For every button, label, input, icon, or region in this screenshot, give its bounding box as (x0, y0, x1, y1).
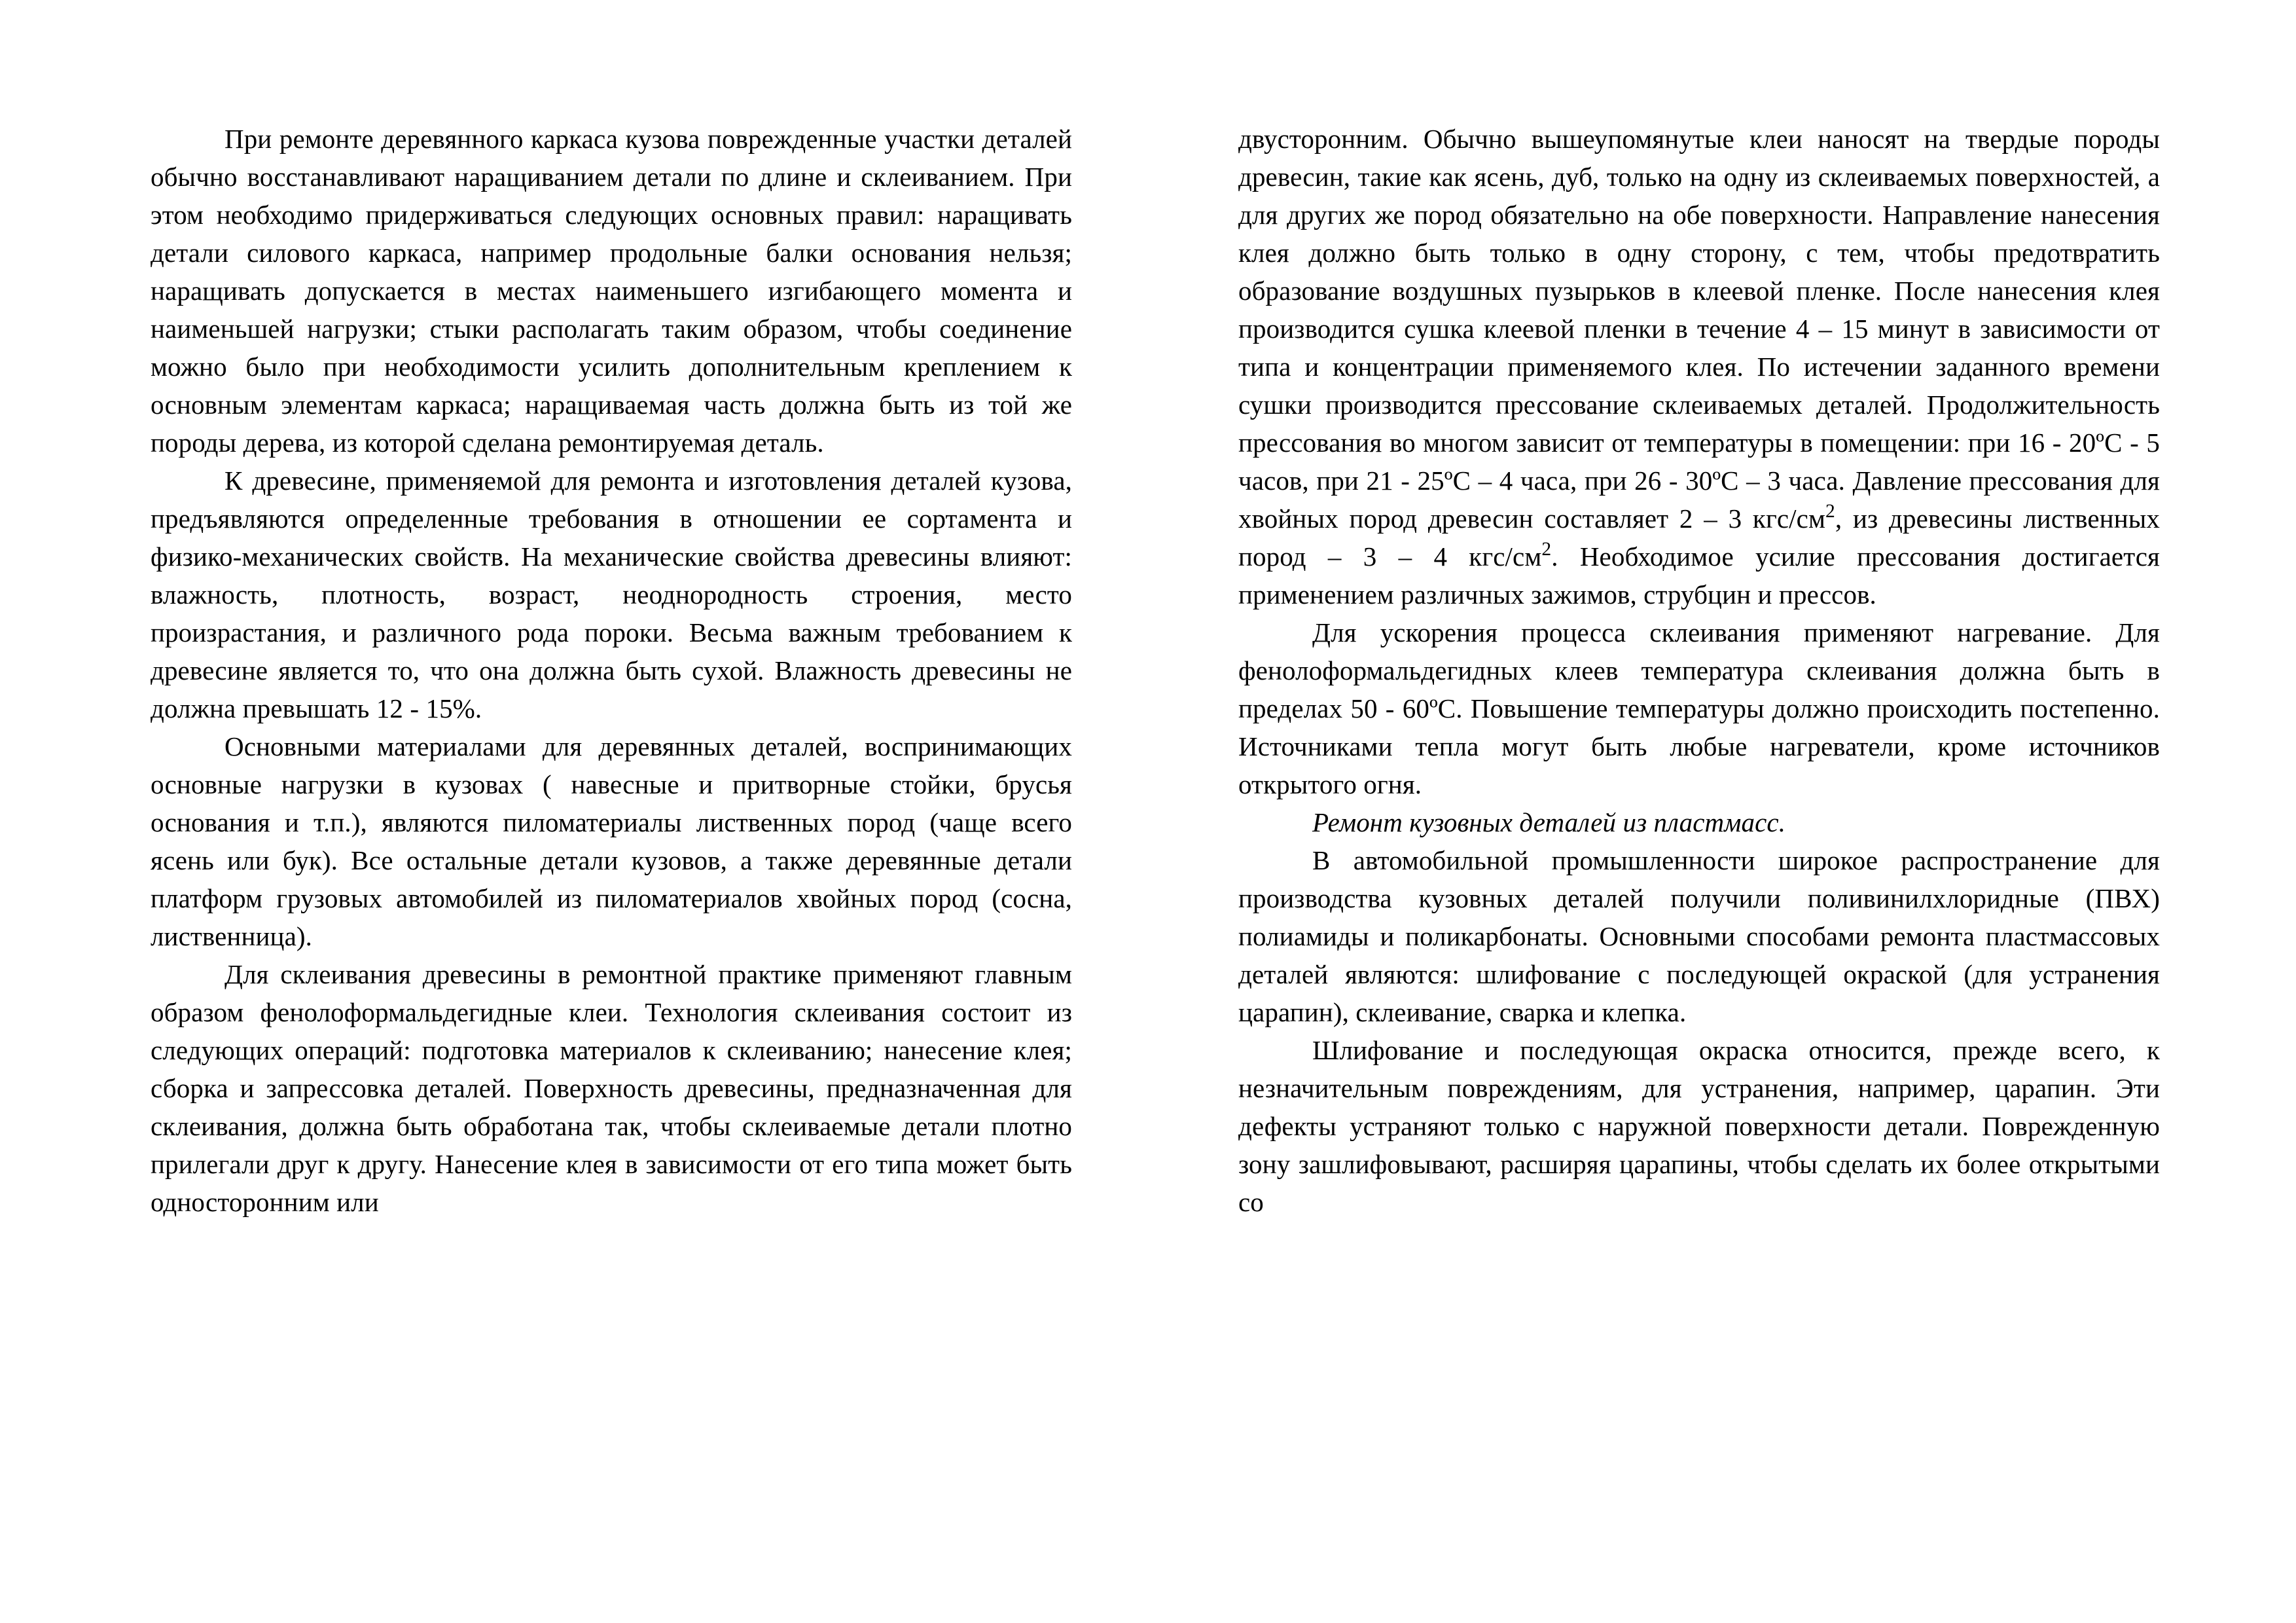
text-column-left (151, 120, 1072, 1221)
text-run: В автомобильной промышленности широкое распространение для производства кузовных деталей получили поливинилхлоридные (ПВХ) полиамиды и поликарбонаты. Основными способами ремонта пластмассовых деталей являются: шлифование с последующей окраской (для устранения царапин), склеивание, сварка и клепка. (1238, 845, 2160, 1027)
text-run: При ремонте деревянного каркаса кузова поврежденные участки деталей обычно восстанавливают наращиванием детали по длине и склеиванием. При этом необходимо придерживаться следующих основных правил: наращивать детали силового каркаса, например продольные балки основания нельзя; наращивать допускается в местах наименьшего изгибающего момента и наименьшей нагрузки; стыки располагать таким образом, чтобы соединение можно было при необходимости усилить дополнительным креплением к основным элементам каркаса; наращиваемая часть должна быть из той же породы дерева, из которой сделана ремонтируемая деталь. (151, 124, 1072, 458)
text-run: К древесине, применяемой для ремонта и изготовления деталей кузова, предъявляются определенные требования в отношении ее сортамента и физико-механических свойств. На механические свойства древесины влияют: влажность, плотность, возраст, неоднородность строения, место произрастания, и различного рода пороки. Весьма важным требованием к древесине является то, что она должна быть сухой. Влажность древесины не должна превышать 12 - 15%. (151, 465, 1072, 723)
paragraph (1238, 1031, 2160, 1221)
text-run: Для склеивания древесины в ремонтной практике применяют главным образом фенолоформальдегидные клеи. Технология склеивания состоит из следующих операций: подготовка материалов к склеиванию; нанесение клея; сборка и запрессовка деталей. Поверхность древесины, предназначенная для склеивания, должна быть обработана так, чтобы склеиваемые детали плотно прилегали друг к другу. Нанесение клея в зависимости от его типа может быть односторонним или (151, 959, 1072, 1217)
paragraph (151, 120, 1072, 462)
superscript-text: 2 (1541, 538, 1552, 560)
paragraph (1238, 120, 2160, 613)
paragraph (151, 462, 1072, 727)
text-run: Ремонт кузовных деталей из пластмасс. (1312, 807, 1786, 837)
text-run: двусторонним. Обычно вышеупомянутые клеи наносят на твердые породы древесин, такие как ясень, дуб, только на одну из склеиваемых поверхностей, а для других же пород обязательно на обе поверхности. Направление нанесения клея должно быть только в одну сторону, с тем, чтобы предотвратить образование воздушных пузырьков в клеевой пленке. После нанесения клея производится сушка клеевой пленки в течение 4 – 15 минут в зависимости от типа и концентрации применяемого клея. По истечении заданного времени сушки производится прессование склеиваемых деталей. Продолжительность прессования во многом зависит от температуры в помещении: при 16 - 20ºС - 5 часов, при 21 - 25ºС – 4 часа, при 26 - 30ºС – 3 часа. Давление прессования для хвойных пород древесин составляет 2 – 3 кгс/см (1238, 124, 2160, 534)
text-run: Шлифование и последующая окраска относится, прежде всего, к незначительным повреждениям, для устранения, например, царапин. Эти дефекты устраняют только с наружной поверхности детали. Поврежденную зону зашлифовывают, расширяя царапины, чтобы сделать их более открытыми со (1238, 1035, 2160, 1217)
paragraph (1238, 613, 2160, 803)
paragraph (1238, 841, 2160, 1031)
section-heading (1238, 803, 2160, 841)
text-run: . Необходимое усилие прессования достигается применением различных зажимов, струбцин и прессов. (1238, 541, 2160, 610)
text-run: , из древесины лиственных пород – 3 – 4 кгс/см (1238, 503, 2160, 572)
text-column-right (1238, 120, 2160, 1221)
paragraph (151, 955, 1072, 1221)
superscript-text: 2 (1825, 500, 1835, 522)
paragraph (151, 727, 1072, 955)
text-run: Основными материалами для деревянных деталей, воспринимающих основные нагрузки в кузовах ( навесные и притворные стойки, брусья основания и т.п.), являются пиломатериалы лиственных пород (чаще всего ясень или бук). Все остальные детали кузовов, а также деревянные детали платформ грузовых автомобилей из пиломатериалов хвойных пород (сосна, лиственница). (151, 731, 1072, 951)
text-run: Для ускорения процесса склеивания применяют нагревание. Для фенолоформальдегидных клеев температура склеивания должна быть в пределах 50 - 60ºС. Повышение температуры должно происходить постепенно. Источниками тепла могут быть любые нагреватели, кроме источников открытого огня. (1238, 617, 2160, 799)
